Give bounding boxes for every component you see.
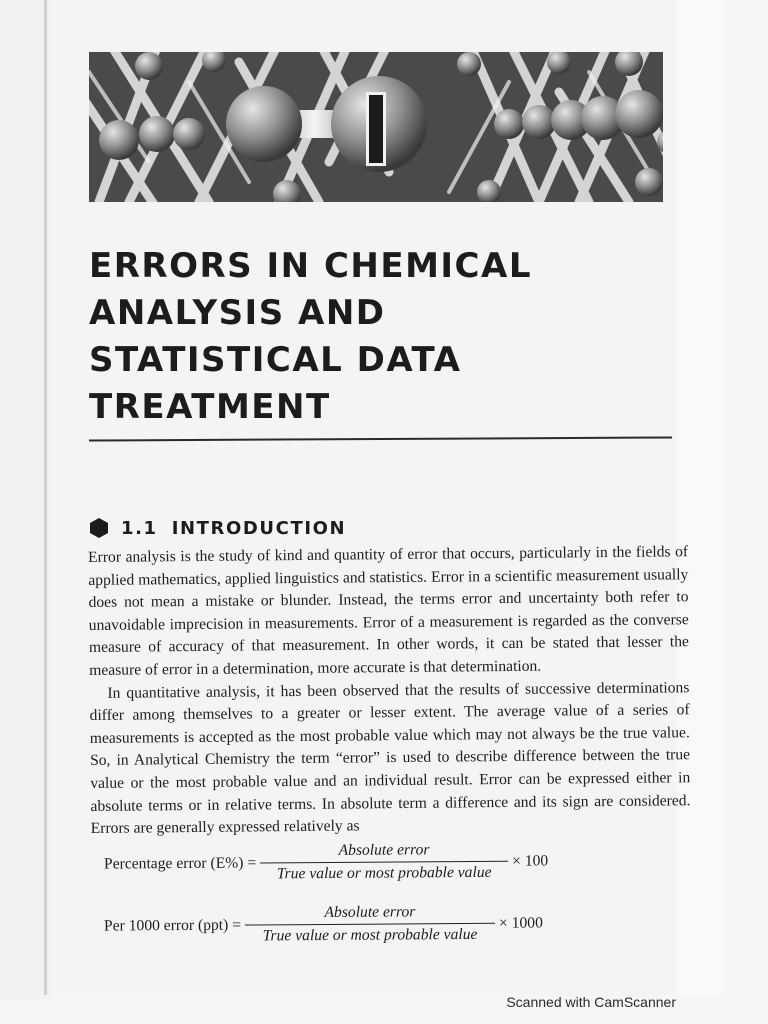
formula-denominator: True value or most probable value xyxy=(262,925,478,945)
chapter-title xyxy=(89,243,689,431)
binding-edge xyxy=(44,0,47,995)
formula-numerator: Absolute error xyxy=(324,903,416,921)
formula-denominator: True value or most probable value xyxy=(276,863,492,883)
chapter-number-badge xyxy=(366,92,386,166)
section-heading xyxy=(89,514,346,542)
paragraph: In quantitative analysis, it has been observed that the results of successive determinations differ among themselves to a greater or lesser extent. The average value of a series of measurements is accepted as the most probable value which may not always be the true value. So, in Analytical Chemistry the term “error” is used to describe difference between the true value or the most probable value and an individual result. Error can be expressed either in absolute terms or in relative terms. In absolute term a difference and its sign are considered. Errors are generally expressed relatively as xyxy=(89,678,691,838)
section-number: 1.1 xyxy=(121,517,158,539)
page-edge xyxy=(676,0,722,995)
formula-multiplier: × 1000 xyxy=(498,913,543,932)
formula-multiplier: × 100 xyxy=(512,851,549,870)
formula-fraction xyxy=(245,903,495,946)
percentage-error-formula xyxy=(104,840,548,884)
body-text xyxy=(88,541,691,840)
chapter-title-line: ERRORS IN CHEMICAL xyxy=(89,246,532,286)
formula-lhs: Percentage error (E%) = xyxy=(103,853,257,873)
scanner-watermark: Scanned with CamScanner xyxy=(506,994,676,1010)
formula-numerator: Absolute error xyxy=(338,841,430,859)
paragraph: Error analysis is the study of kind and quantity of error that occurs, particularly in the fields of applied mathematics, applied linguistics and statistics. Error in a scientific measurement usually does not mean a mistake or blunder. Instead, the terms error and uncertainty both refer to unavoidable imprecision in measurements. Error of a measurement is regarded as the converse measure of accuracy of that measurement. In other words, it can be stated that lesser the measure of error in a determination, more accurate is that determination. xyxy=(88,543,690,679)
formula-lhs: Per 1000 error (ppt) = xyxy=(103,916,242,935)
chapter-title-line: STATISTICAL DATA xyxy=(89,340,462,380)
hexagon-bullet-icon xyxy=(89,517,109,539)
section-title: INTRODUCTION xyxy=(171,517,347,539)
chapter-title-line: TREATMENT xyxy=(89,387,331,427)
per-1000-error-formula xyxy=(104,902,543,946)
formula-fraction xyxy=(260,841,508,884)
chapter-title-line: ANALYSIS AND xyxy=(89,293,386,333)
